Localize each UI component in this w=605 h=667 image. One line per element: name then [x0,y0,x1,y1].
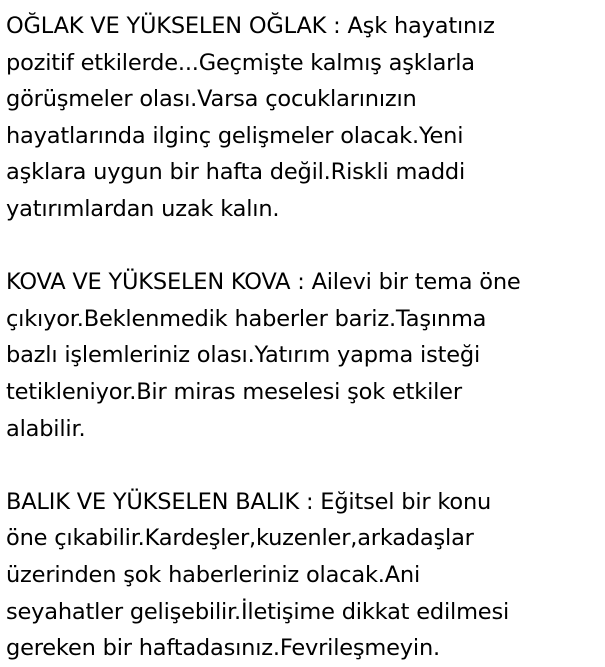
text-line: pozitif etkilerde...Geçmişte kalmış aşklarla [6,49,475,76]
pisces-section [6,484,601,667]
text-line: üzerinden şok haberleriniz olacak.Ani [6,561,421,588]
text-line: BALIK VE YÜKSELEN BALIK : Eğitsel bir konu [6,488,492,515]
text-line: öne çıkabilir.Kardeşler,kuzenler,arkadaşlar [6,525,474,552]
capricorn-section [6,8,601,228]
text-line: bazlı işlemleriniz olası.Yatırım yapma isteği [6,342,481,369]
text-line: alabilir. [6,415,86,442]
text-line: hayatlarında ilginç gelişmeler olacak.Yeni [6,122,464,149]
aquarius-section [6,264,601,447]
text-line: KOVA VE YÜKSELEN KOVA : Ailevi bir tema öne [6,269,521,296]
text-line: aşklara uygun bir hafta değil.Riskli maddi [6,159,466,186]
text-line: seyahatler gelişebilir.İletişime dikkat edilmesi [6,598,510,625]
text-line: görüşmeler olası.Varsa çocuklarınızın [6,86,417,113]
text-line: çıkıyor.Beklenmedik haberler bariz.Taşınma [6,305,487,332]
text-line: yatırımlardan uzak kalın. [6,195,280,222]
text-line: gereken bir haftadasınız.Fevrileşmeyin. [6,635,440,662]
text-line: tetikleniyor.Bir miras meselesi şok etkiler [6,378,462,405]
text-line: OĞLAK VE YÜKSELEN OĞLAK : Aşk hayatınız [6,13,495,39]
